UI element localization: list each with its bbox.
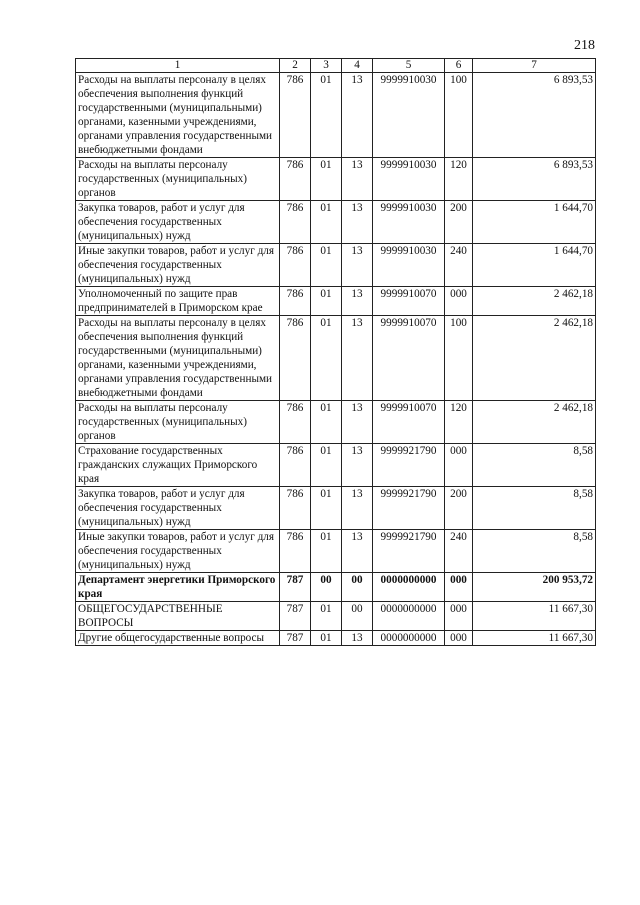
row-name: Расходы на выплаты персоналу в целях обеспечения выполнения функций государственными (муниципальными) органами, казенными учреждениями, органами управления государственными внебюджетными фондами (76, 316, 280, 401)
row-ministry-code: 786 (280, 73, 311, 158)
row-name: Иные закупки товаров, работ и услуг для обеспечения государственных (муниципальных) нужд (76, 244, 280, 287)
row-amount: 8,58 (473, 530, 596, 573)
row-subsection-code: 00 (342, 602, 373, 631)
table-row (76, 487, 596, 530)
header-col-3: 3 (311, 59, 342, 73)
row-section-code: 01 (311, 602, 342, 631)
row-amount: 11 667,30 (473, 602, 596, 631)
table-row (76, 401, 596, 444)
row-section-code: 01 (311, 244, 342, 287)
row-ministry-code: 787 (280, 573, 311, 602)
row-name: Расходы на выплаты персоналу государственных (муниципальных) органов (76, 158, 280, 201)
row-target-article: 9999921790 (373, 487, 445, 530)
row-subsection-code: 13 (342, 530, 373, 573)
header-row (76, 59, 596, 73)
row-subsection-code: 13 (342, 487, 373, 530)
row-target-article: 9999921790 (373, 530, 445, 573)
row-amount: 8,58 (473, 444, 596, 487)
budget-table (75, 58, 596, 646)
table-row (76, 530, 596, 573)
row-ministry-code: 786 (280, 287, 311, 316)
header-col-6: 6 (445, 59, 473, 73)
row-subsection-code: 13 (342, 444, 373, 487)
row-target-article: 9999910070 (373, 316, 445, 401)
row-expense-type: 000 (445, 573, 473, 602)
row-name: Расходы на выплаты персоналу в целях обеспечения выполнения функций государственными (муниципальными) органами, казенными учреждениями, органами управления государственными внебюджетными фондами (76, 73, 280, 158)
row-subsection-code: 13 (342, 631, 373, 646)
row-subsection-code: 13 (342, 201, 373, 244)
table-row (76, 158, 596, 201)
row-section-code: 01 (311, 444, 342, 487)
table-row (76, 316, 596, 401)
row-section-code: 01 (311, 530, 342, 573)
row-expense-type: 200 (445, 487, 473, 530)
row-target-article: 9999921790 (373, 444, 445, 487)
row-subsection-code: 13 (342, 73, 373, 158)
row-section-code: 00 (311, 573, 342, 602)
row-section-code: 01 (311, 287, 342, 316)
row-name: ОБЩЕГОСУДАРСТВЕННЫЕ ВОПРОСЫ (76, 602, 280, 631)
row-amount: 6 893,53 (473, 73, 596, 158)
row-ministry-code: 787 (280, 631, 311, 646)
row-expense-type: 100 (445, 73, 473, 158)
row-amount: 2 462,18 (473, 401, 596, 444)
row-amount: 200 953,72 (473, 573, 596, 602)
row-section-code: 01 (311, 73, 342, 158)
row-section-code: 01 (311, 201, 342, 244)
table-row (76, 201, 596, 244)
row-ministry-code: 786 (280, 201, 311, 244)
header-col-7: 7 (473, 59, 596, 73)
row-expense-type: 000 (445, 631, 473, 646)
row-amount: 6 893,53 (473, 158, 596, 201)
row-section-code: 01 (311, 316, 342, 401)
row-section-code: 01 (311, 487, 342, 530)
row-target-article: 0000000000 (373, 602, 445, 631)
row-subsection-code: 13 (342, 316, 373, 401)
row-ministry-code: 786 (280, 530, 311, 573)
row-expense-type: 240 (445, 244, 473, 287)
row-ministry-code: 786 (280, 316, 311, 401)
row-ministry-code: 786 (280, 401, 311, 444)
row-expense-type: 000 (445, 287, 473, 316)
row-amount: 11 667,30 (473, 631, 596, 646)
row-target-article: 9999910070 (373, 287, 445, 316)
row-subsection-code: 00 (342, 573, 373, 602)
row-expense-type: 120 (445, 401, 473, 444)
row-subsection-code: 13 (342, 401, 373, 444)
row-subsection-code: 13 (342, 158, 373, 201)
table-body (76, 73, 596, 646)
table-row (76, 73, 596, 158)
row-target-article: 9999910030 (373, 201, 445, 244)
table-row (76, 602, 596, 631)
row-name: Расходы на выплаты персоналу государственных (муниципальных) органов (76, 401, 280, 444)
row-expense-type: 000 (445, 602, 473, 631)
row-subsection-code: 13 (342, 244, 373, 287)
row-expense-type: 200 (445, 201, 473, 244)
header-col-2: 2 (280, 59, 311, 73)
header-col-1: 1 (76, 59, 280, 73)
row-ministry-code: 786 (280, 444, 311, 487)
row-ministry-code: 786 (280, 487, 311, 530)
row-name: Закупка товаров, работ и услуг для обеспечения государственных (муниципальных) нужд (76, 201, 280, 244)
row-target-article: 9999910030 (373, 158, 445, 201)
table-row (76, 631, 596, 646)
row-amount: 2 462,18 (473, 316, 596, 401)
row-target-article: 9999910030 (373, 244, 445, 287)
header-col-4: 4 (342, 59, 373, 73)
row-section-code: 01 (311, 401, 342, 444)
row-section-code: 01 (311, 158, 342, 201)
table-row (76, 287, 596, 316)
row-name: Иные закупки товаров, работ и услуг для обеспечения государственных (муниципальных) нужд (76, 530, 280, 573)
row-name: Закупка товаров, работ и услуг для обеспечения государственных (муниципальных) нужд (76, 487, 280, 530)
row-name: Уполномоченный по защите прав предпринимателей в Приморском крае (76, 287, 280, 316)
row-target-article: 0000000000 (373, 573, 445, 602)
row-expense-type: 000 (445, 444, 473, 487)
row-amount: 8,58 (473, 487, 596, 530)
row-target-article: 9999910030 (373, 73, 445, 158)
table-row (76, 244, 596, 287)
row-expense-type: 240 (445, 530, 473, 573)
row-section-code: 01 (311, 631, 342, 646)
row-name: Департамент энергетики Приморского края (76, 573, 280, 602)
table-row (76, 444, 596, 487)
row-target-article: 0000000000 (373, 631, 445, 646)
row-name: Страхование государственных гражданских служащих Приморского края (76, 444, 280, 487)
row-name: Другие общегосударственные вопросы (76, 631, 280, 646)
row-amount: 1 644,70 (473, 244, 596, 287)
row-ministry-code: 786 (280, 244, 311, 287)
row-target-article: 9999910070 (373, 401, 445, 444)
row-expense-type: 120 (445, 158, 473, 201)
page-number: 218 (574, 38, 595, 53)
row-expense-type: 100 (445, 316, 473, 401)
row-ministry-code: 786 (280, 158, 311, 201)
row-ministry-code: 787 (280, 602, 311, 631)
header-col-5: 5 (373, 59, 445, 73)
row-amount: 2 462,18 (473, 287, 596, 316)
table-row (76, 573, 596, 602)
row-subsection-code: 13 (342, 287, 373, 316)
row-amount: 1 644,70 (473, 201, 596, 244)
